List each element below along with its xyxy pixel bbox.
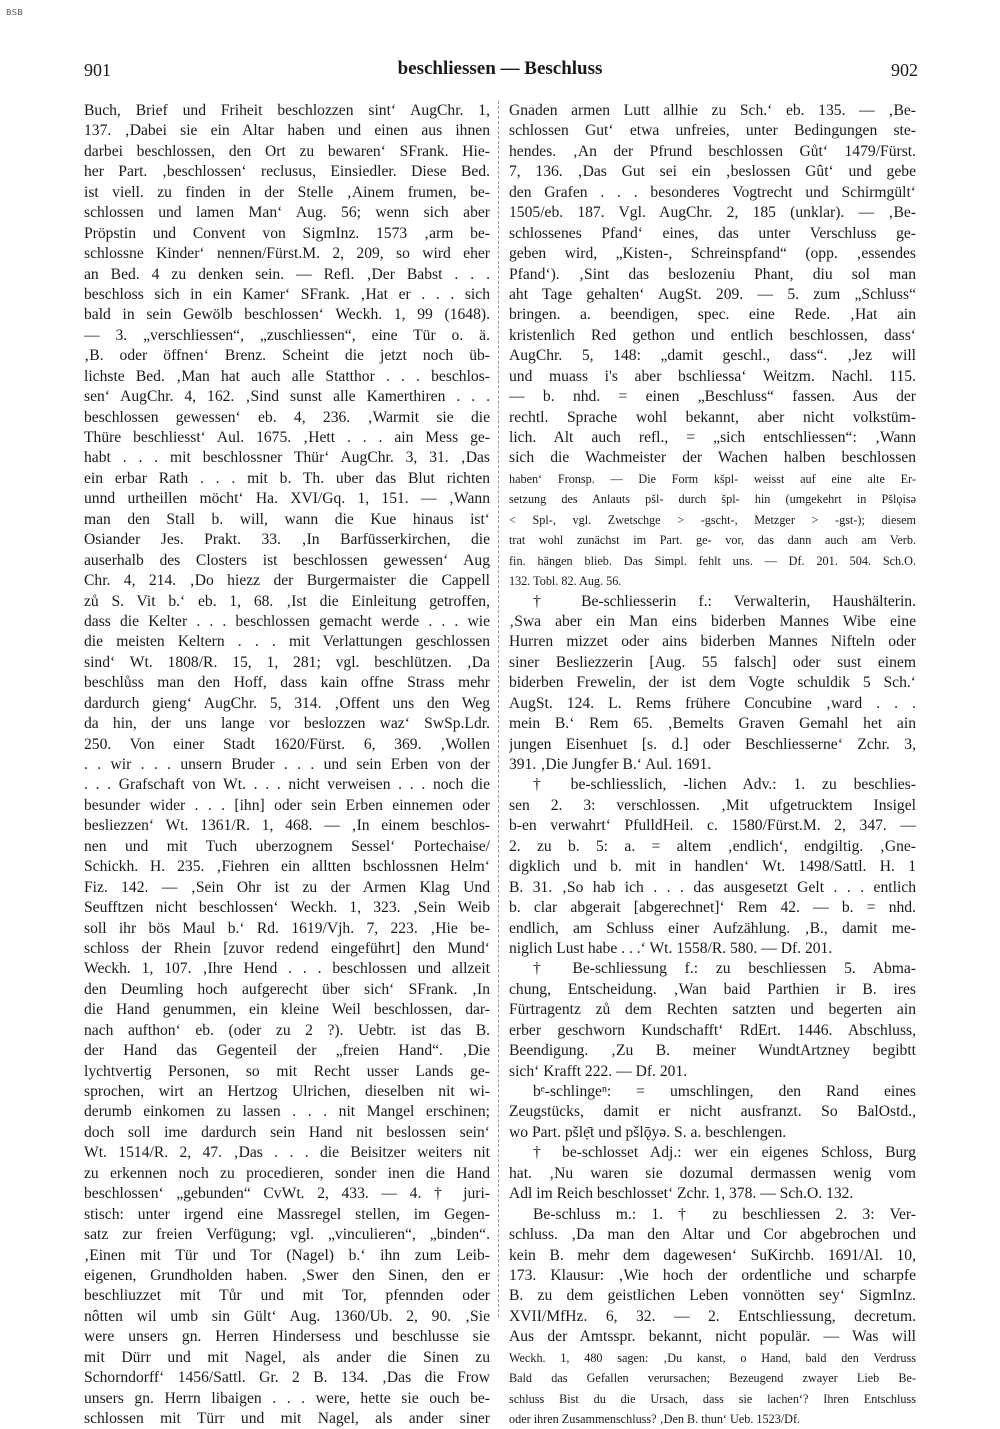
text-line: Weckh. 1, 107. ‚Ihre Hend . . . beschlossen und allzeit xyxy=(84,960,490,978)
text-line: 250. Von einer Stadt 1620/Fürst. 6, 369. ‚Wollen xyxy=(84,735,490,753)
text-line: Buch, Brief und Friheit beschlozzen sint‘ AugChr. 1, xyxy=(84,102,490,119)
text-line: sen‘ AugChr. 4, 162. ‚Sind sunst alle Kamerthiren . . . xyxy=(84,388,490,406)
text-line: schlossen mit Türr und mit Nagel, als ander siner xyxy=(84,1410,490,1427)
text-line: nen und mit Tuch uberzognem Sessel‘ Portechaise/ xyxy=(84,837,490,855)
text-line: Osiander Jes. Prakt. 33. ‚In Barfüsserkirchen, die xyxy=(84,531,490,549)
text-line: B. 31. ‚So hab ich . . . das ausgesetzt Gelt . . . entlich xyxy=(509,878,916,896)
text-line: besliezzen‘ Wt. 1361/R. 1, 468. — ‚In einem beschlos- xyxy=(84,817,490,835)
text-line: darbei beschlossen, den Ort zu bewaren‘ SFrank. Hie- xyxy=(84,142,490,160)
text-line: beschlossen‘ „gebunden“ CvWt. 2, 433. — 4. † juri- xyxy=(84,1185,490,1203)
text-line: b. clar abgerait [abgerechnet]‘ Rem 42. — b. = nhd. xyxy=(509,899,916,917)
text-line: Schickh. H. 235. ‚Fiehren ein alltten bschlossnen Helm‘ xyxy=(84,858,490,876)
text-line: derumb einkomen zu lassen . . . nit Mangel erschinen; xyxy=(84,1103,490,1121)
text-line: 391. ‚Die Jungfer B.‘ Aul. 1691. xyxy=(509,756,712,773)
text-line: chung, Entscheidung. ‚Wan baid Parthien ir B. ires xyxy=(509,980,916,998)
text-line: sich‘ Krafft 222. — Df. 201. xyxy=(509,1062,688,1080)
text-line: ‚B. oder öffnen‘ Brenz. Scheint die jetzt noch üb- xyxy=(84,347,490,365)
text-line: und muass i's aber bschliessa‘ Weitzm. Nachl. 115. xyxy=(509,367,916,385)
column-divider xyxy=(498,101,499,1317)
text-line: 2. zu b. 5: a. = altem ‚endlich‘, endgiltig. ‚Gne- xyxy=(509,837,916,855)
text-line: 173. Klausur: ‚Wie hoch der ordentliche und scharpfe xyxy=(509,1266,916,1284)
text-line: 137. ‚Dabei sie ein Altar haben und einen aus ihnen xyxy=(84,122,490,140)
text-line: Aus der Amtsspr. bekannt, nicht populär. — Was will xyxy=(509,1328,916,1346)
text-line: Weckh. 1, 480 sagen: ‚Du kanst, o Hand, bald den Verdruss xyxy=(509,1350,916,1365)
text-line: † Be-schliesserin f.: Verwalterin, Haushälterin. xyxy=(533,592,916,610)
text-line: die meisten Keltern . . . mit Verlattungen geschlossen xyxy=(84,633,490,651)
text-line: siner Besliezzerin [Aug. 55 falsch] oder sust einem xyxy=(509,653,916,671)
text-line: nach aufthon‘ eb. (oder zu 2 ?). Uebtr. ist das B. xyxy=(84,1021,490,1039)
text-line: man den Stall b. will, wann die Kue hinaus ist‘ xyxy=(84,510,490,528)
text-line: der Hand das Gegenteil der „freien Hand“. ‚Die xyxy=(84,1042,490,1060)
text-line: biderben Frewelin, der ist dem Vogte schuldik 5 Sch.‘ xyxy=(509,674,916,692)
text-line: rechtl. Sprache wohl bekannt, aber nicht volkstüm- xyxy=(509,408,916,426)
text-line: zů S. Vit b.‘ eb. 1, 68. ‚Ist die Einleitung getroffen, xyxy=(84,592,490,610)
text-line: schlossen Gut‘ etwa unfreies, unter Bedingungen ste- xyxy=(509,122,916,140)
text-line: Wt. 1514/R. 2, 47. ‚Das . . . die Beisitzer weiters nit xyxy=(84,1144,490,1162)
text-line: kein B. mehr dem dagewesen‘ SuKirchb. 1691/Al. 10, xyxy=(509,1246,916,1264)
text-line: schlossen und lamen Man‘ Aug. 56; wenn sich aber xyxy=(84,204,490,222)
text-line: schlossne Kinder‘ nennen/Fürst.M. 2, 209, so wird eher xyxy=(84,245,490,263)
text-line: AugChr. 5, 148: „damit geschl., dass“. ‚Jez will xyxy=(509,347,916,365)
text-line: bringen. a. beendigen, spec. eine Rede. ‚Hat ain xyxy=(509,306,916,324)
text-line: fin. hängen blieb. Das Simpl. fehlt uns. — Df. 201. 504. Sch.O. xyxy=(509,553,916,568)
text-line: die Hand genummen, ein kleine Weil beschlossen, dar- xyxy=(84,1001,490,1019)
text-line: schlossenes Pfand‘ eines, das unter Verschluss ge- xyxy=(509,224,916,242)
text-line: stisch: unter irgend eine Massregel stellen, im Gegen- xyxy=(84,1205,490,1223)
text-line: AugSt. 124. L. Rems frühere Concubine ‚ward . . . xyxy=(509,694,916,712)
text-line: erber geschworn Kundschafft‘ RdErt. 1446. Abschluss, xyxy=(509,1021,916,1039)
text-line: digklich und b. mit in handlen‘ Wt. 1498/Sattl. H. 1 xyxy=(509,858,916,876)
text-line: sprochen, wirt an Hertzog Ulrichen, dieselben nit wi- xyxy=(84,1083,490,1100)
text-line: besunder wider . . . [ihn] oder sein Erben einnemen oder xyxy=(84,796,490,814)
text-line: † be-schliesslich, -lichen Adv.: 1. zu beschlies- xyxy=(533,776,916,794)
text-line: ‚Swa aber ein Man eins biderben Mannes Wibe eine xyxy=(509,612,916,630)
text-line: . . . Grafschaft von Wt. . . . nicht verweisen . . . noch die xyxy=(84,776,490,794)
text-line: lichste Bed. ‚Man hat auch alle Statthor . . . beschlos- xyxy=(84,367,490,385)
text-line: sich die Wachmeister der Wachen halben beschlossen xyxy=(509,449,916,467)
text-line: Gnaden armen Lutt allhie zu Sch.‘ eb. 135. — ‚Be- xyxy=(509,102,916,119)
text-line: oder ihren Zusammenschluss? ‚Den B. thun‘ Ueb. 1523/Df. xyxy=(509,1412,801,1426)
text-line: auserhalb des Closters ist beschlossen gewessen‘ Aug xyxy=(84,551,490,569)
text-line: unnd urtheillen möcht‘ Ha. XVI/Gq. 1, 151. — ‚Wann xyxy=(84,490,490,508)
text-line: den Deumling hoch aufgerecht über sich‘ SFrank. ‚In xyxy=(84,980,490,998)
text-line: hendes. ‚An der Pfrund beschlossen Gůt‘ 1479/Fürst. xyxy=(509,142,916,160)
text-line: mit Dürr und mit Nagel, als ander die Sinen zu xyxy=(84,1348,490,1366)
text-line: sind‘ Wt. 1808/R. 15, 1, 281; vgl. beschlützen. ‚Da xyxy=(84,653,490,671)
text-line: ist viell. zu finden in der Stelle ‚Ainem frumen, be- xyxy=(84,183,490,201)
page-title: beschliessen — Beschluss xyxy=(397,58,603,79)
text-line: beschlůss man den Hoff, dass kain offne Strass mehr xyxy=(84,674,490,692)
text-line: 1505/eb. 187. Vgl. AugChr. 2, 185 (unklar). — ‚Be- xyxy=(509,204,916,222)
text-line: haben‘ Fronsp. — Die Form kšpl- weisst auf eine alte Er- xyxy=(509,471,916,486)
text-line: B. zu dem geistlichen Leben vonnötten sey‘ SigmInz. xyxy=(509,1287,916,1305)
text-line: hat. ‚Nu waren sie dozumal dermassen wenig vom xyxy=(509,1164,916,1182)
text-line: lychtvertig Personen, so mit Recht usser Lands ge- xyxy=(84,1062,490,1080)
text-line: XVII/MfHz. 6, 32. — 2. Entschliessung, decretum. xyxy=(509,1307,916,1325)
text-line: kristenlich Red gethon und entlich beschlossen, dass‘ xyxy=(509,326,916,344)
right-page-number: 902 xyxy=(891,60,918,80)
text-line: dardurch gieng‘ AugChr. 5, 314. ‚Offent uns den Weg xyxy=(84,694,490,712)
text-line: dass die Kelter . . . beschlossen gemacht werde . . . wie xyxy=(84,612,490,630)
text-line: habt . . . mit beschlossner Thür‘ AugChr. 3, 31. ‚Das xyxy=(84,449,490,467)
text-line: beschlossen gewessen‘ eb. 4, 236. ‚Warmit sie die xyxy=(84,408,490,426)
left-column xyxy=(84,101,490,1429)
text-line: . . wir . . . unsern Bruder . . . und sein Erben von der xyxy=(84,756,490,773)
text-line: 7, 136. ‚Das Gut sei ein ‚beslossen Gût‘ und gebe xyxy=(509,163,916,181)
text-line: Chr. 4, 214. ‚Do hiezz der Burgermaister die Cappell xyxy=(84,572,490,590)
text-line: Thüre beschliesst‘ Aul. 1675. ‚Hett . . . ain Mess ge- xyxy=(84,429,490,446)
text-line: ‚Einen mit Tür und Tor (Nagel) b.‘ ihn zum Leib- xyxy=(84,1246,490,1264)
right-column xyxy=(509,101,916,1429)
text-line: Bald das Gefallen verursachen; Bezeugend zwayer Lieb Be- xyxy=(509,1371,916,1386)
text-line: Fiz. 142. — ‚Sein Ohr ist zu der Armen Klag Und xyxy=(84,878,490,896)
text-line: satz zur freien Verfügung; vgl. „vinculieren“, „binden“. xyxy=(84,1226,490,1244)
text-line: mein B.‘ Rem 65. ‚Bemelts Graven Gemahl het ain xyxy=(509,715,916,733)
left-page-number: 901 xyxy=(84,60,111,80)
text-line: Pfand‘). ‚Sint das beslozeniu Phant, diu sol man xyxy=(509,265,916,283)
text-line: endlich, am Schluss einer Aufzählung. ‚B., damit me- xyxy=(509,919,916,937)
text-line: zu erkennen noch zu procedieren, sonder inen die Hand xyxy=(84,1164,490,1182)
text-line: aht Tage gehalten‘ AugSt. 209. — 5. zum „Schluss“ xyxy=(509,285,916,303)
text-line: beschliuzzet mit Tůr und mit Tor, pfennden oder xyxy=(84,1287,490,1305)
text-line: Be-schluss m.: 1. † zu beschliessen 2. 3: Ver- xyxy=(533,1205,916,1223)
text-line: < Spl-, vgl. Zwetschge > -gscht-, Metzger > -gst-); diesem xyxy=(509,512,916,527)
text-line: † Be-schliessung f.: zu beschliessen 5. Abma- xyxy=(533,960,916,978)
text-line: were unsers gn. Herren Hindersess und beschlusse sie xyxy=(84,1328,490,1346)
text-line: Seufftzen nicht beschlossen‘ Weckh. 1, 323. ‚Sein Weib xyxy=(84,899,490,917)
text-line: da hin, der uns lange vor beslozzen waz‘ SwSp.Ldr. xyxy=(84,715,490,733)
text-line: schluss. ‚Da man den Altar und Cor abgebrochen und xyxy=(509,1226,916,1244)
text-line: an Bed. 4 zu denken sein. — Refl. ‚Der Babst . . . xyxy=(84,265,490,283)
text-line: Schorndorff‘ 1456/Sattl. Gr. 2 B. 134. ‚Das die Frow xyxy=(84,1369,490,1387)
text-line: Pröpstin und Convent von SigmInz. 1573 ‚arm be- xyxy=(84,224,490,242)
text-line: geben wird, „Kisten-, Schreinspfand“ (opp. ‚essendes xyxy=(509,245,916,263)
text-line: nôtten wil umb sin Gült‘ Aug. 1360/Ub. 2, 90. ‚Sie xyxy=(84,1307,490,1325)
text-line: Fürtragentz zů dem Rechten satzten und begerten ain xyxy=(509,1001,916,1019)
text-line: † be-schlosset Adj.: wer ein eigenes Schloss, Burg xyxy=(533,1144,916,1162)
text-line: doch soll ime dardurch sein Hand nit beslossen sein‘ xyxy=(84,1123,490,1141)
text-line: bald in sein Gewölb beschlossen‘ Weckh. 1, 99 (1648). xyxy=(84,306,490,324)
text-line: beschloss sich in ein Kamer‘ SFrank. ‚Hat er . . . sich xyxy=(84,285,490,303)
text-line: schloss der Rhein [zuvor redend eingeführt] den Mund‘ xyxy=(84,939,490,957)
text-line: Adl im Reich beschlosset‘ Zchr. 1, 378. — Sch.O. 132. xyxy=(509,1185,854,1203)
text-line: soll ihr bös Maul b.‘ Rd. 1619/Vjh. 7, 223. ‚Hie be- xyxy=(84,919,490,937)
text-line: — b. nhd. = einen „Beschluss“ fassen. Aus der xyxy=(509,388,916,406)
text-line: bᵉ-schlingeⁿ: = umschlingen, den Rand eines xyxy=(533,1083,916,1100)
text-line: — 3. „verschliessen“, „zuschliessen“, eine Tür o. ä. xyxy=(84,326,490,344)
text-line: sen 2. 3: verschlossen. ‚Mit ufgetrucktem Insigel xyxy=(509,796,916,814)
text-line: b-en verwahrt‘ PfulldHeil. c. 1580/Fürst.M. 2, 347. — xyxy=(509,817,916,835)
text-line: wo Part. pšlẹ̄t und pšlǭyə. S. a. beschlengen. xyxy=(509,1123,787,1141)
text-line: her Part. ‚beschlossen‘ reclusus, Einsiedler. Diese Bed. xyxy=(84,163,490,181)
text-line: schluss Bist du die Ursach, dass sie lachen‘? Ihren Entschluss xyxy=(509,1391,916,1406)
text-line: jungen Eisenhuet [s. d.] oder Beschliesserne‘ Zchr. 3, xyxy=(509,735,916,753)
text-line: ein erbar Rath . . . mit b. Th. uber das Blut richten xyxy=(84,469,490,487)
library-stamp: BSB xyxy=(6,8,24,17)
text-line: trat wohl zunächst im Part. ge- vor, das dann auch am Verb. xyxy=(509,533,916,548)
text-line: Zeugstücks, damit er nicht ausfranzt. So BalOstd., xyxy=(509,1103,916,1121)
text-line: unsers gn. Herrn libaigen . . . were, hette sie ouch be- xyxy=(84,1389,490,1407)
text-line: Beendigung. ‚Zu B. meiner WundtArtzney begibtt xyxy=(509,1042,916,1060)
text-line: 132. Tobl. 82. Aug. 56. xyxy=(509,574,622,589)
text-line: setzung des Anlauts pšl- durch špl- hin (umgekehrt in Pšlǫisə xyxy=(509,492,916,507)
text-line: niglich Lust habe . . .‘ Wt. 1558/R. 580. — Df. 201. xyxy=(509,939,833,957)
text-line: lich. Alt auch refl., = „sich entschliessen“: ‚Wann xyxy=(509,429,916,446)
text-line: eigenen, Grundholden haben. ‚Swer den Sinen, den er xyxy=(84,1266,490,1284)
text-line: den Grafen . . . besonderes Vogtrecht und Schirmgült‘ xyxy=(509,183,916,201)
text-line: Hurren mizzet oder ains biderben Mannes Nifteln oder xyxy=(509,633,916,651)
